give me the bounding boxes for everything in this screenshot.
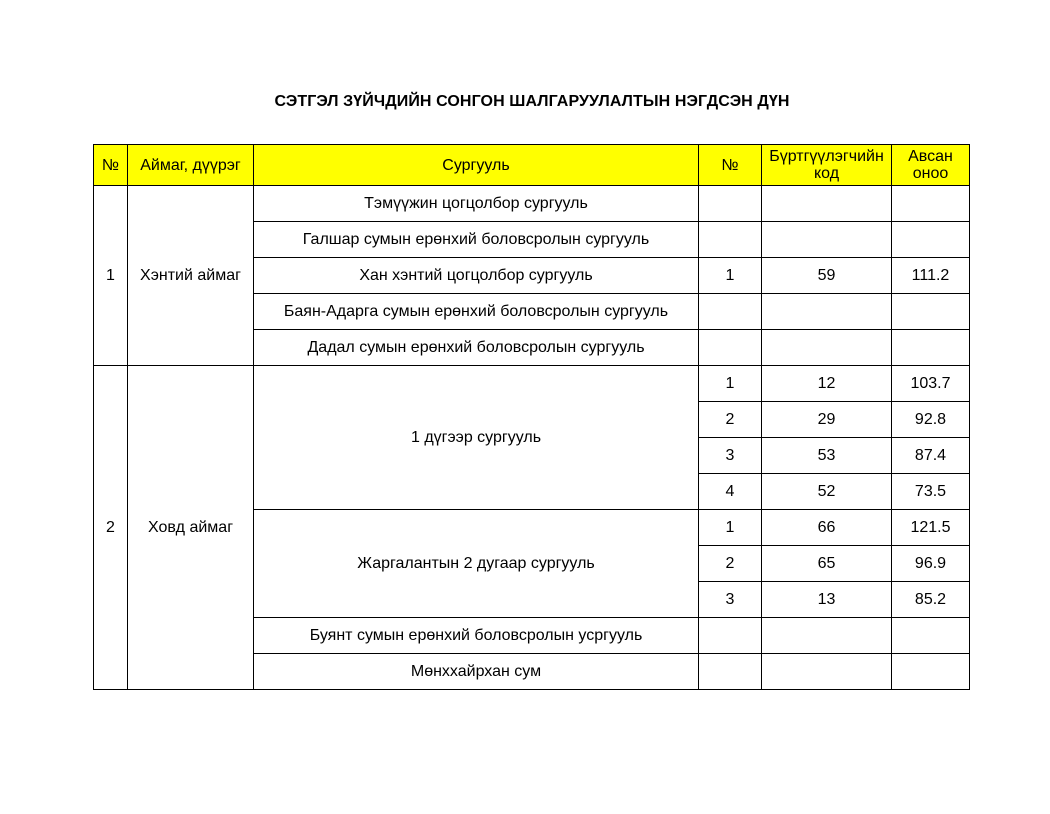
header-score: Авсан оноо: [892, 145, 970, 186]
entry-no: [699, 618, 762, 654]
entry-no: 1: [699, 366, 762, 402]
header-region: Аймаг, дүүрэг: [128, 145, 254, 186]
entry-score: 92.8: [892, 402, 970, 438]
group-no: 1: [94, 186, 128, 366]
entry-no: [699, 654, 762, 690]
entry-score: [892, 222, 970, 258]
entry-no: 3: [699, 438, 762, 474]
entry-no: 2: [699, 402, 762, 438]
school-name: Хан хэнтий цогцолбор сургууль: [254, 258, 699, 294]
entry-no: 4: [699, 474, 762, 510]
school-name: Тэмүүжин цогцолбор сургууль: [254, 186, 699, 222]
entry-code: [762, 330, 892, 366]
entry-code: 53: [762, 438, 892, 474]
entry-code: 65: [762, 546, 892, 582]
entry-code: 59: [762, 258, 892, 294]
entry-score: 96.9: [892, 546, 970, 582]
entry-score: [892, 294, 970, 330]
school-name: Мөнххайрхан сум: [254, 654, 699, 690]
entry-code: [762, 186, 892, 222]
entry-code: 29: [762, 402, 892, 438]
entry-score: 121.5: [892, 510, 970, 546]
group-region: Хэнтий аймаг: [128, 186, 254, 366]
table-header-row: [94, 145, 970, 186]
header-no: №: [94, 145, 128, 186]
entry-no: [699, 222, 762, 258]
entry-no: [699, 294, 762, 330]
entry-code: 66: [762, 510, 892, 546]
entry-code: [762, 294, 892, 330]
group-region: Ховд аймаг: [128, 366, 254, 690]
school-name: Жаргалантын 2 дугаар сургууль: [254, 510, 699, 618]
entry-no: 1: [699, 510, 762, 546]
entry-score: [892, 330, 970, 366]
entry-no: [699, 186, 762, 222]
school-name: Баян-Адарга сумын ерөнхий боловсролын сургууль: [254, 294, 699, 330]
school-name: 1 дүгээр сургууль: [254, 366, 699, 510]
entry-no: 1: [699, 258, 762, 294]
table-row: [94, 186, 970, 222]
entry-no: [699, 330, 762, 366]
entry-code: [762, 654, 892, 690]
entry-no: 3: [699, 582, 762, 618]
entry-score: [892, 654, 970, 690]
header-registration-code: Бүртгүүлэгчийн код: [762, 145, 892, 186]
entry-score: 87.4: [892, 438, 970, 474]
header-school: Сургууль: [254, 145, 699, 186]
entry-score: 111.2: [892, 258, 970, 294]
page-title: СЭТГЭЛ ЗҮЙЧДИЙН СОНГОН ШАЛГАРУУЛАЛТЫН НЭГДСЭН ДҮН: [274, 93, 790, 110]
results-table: [93, 144, 970, 690]
entry-score: [892, 186, 970, 222]
school-name: Галшар сумын ерөнхий боловсролын сургууль: [254, 222, 699, 258]
entry-score: 85.2: [892, 582, 970, 618]
table-row: [94, 366, 970, 402]
school-name: Буянт сумын ерөнхий боловсролын усргууль: [254, 618, 699, 654]
entry-code: 13: [762, 582, 892, 618]
group-no: 2: [94, 366, 128, 690]
entry-no: 2: [699, 546, 762, 582]
entry-code: 12: [762, 366, 892, 402]
header-entry-no: №: [699, 145, 762, 186]
entry-score: 73.5: [892, 474, 970, 510]
school-name: Дадал сумын ерөнхий боловсролын сургууль: [254, 330, 699, 366]
entry-code: [762, 222, 892, 258]
entry-code: 52: [762, 474, 892, 510]
entry-code: [762, 618, 892, 654]
entry-score: [892, 618, 970, 654]
entry-score: 103.7: [892, 366, 970, 402]
